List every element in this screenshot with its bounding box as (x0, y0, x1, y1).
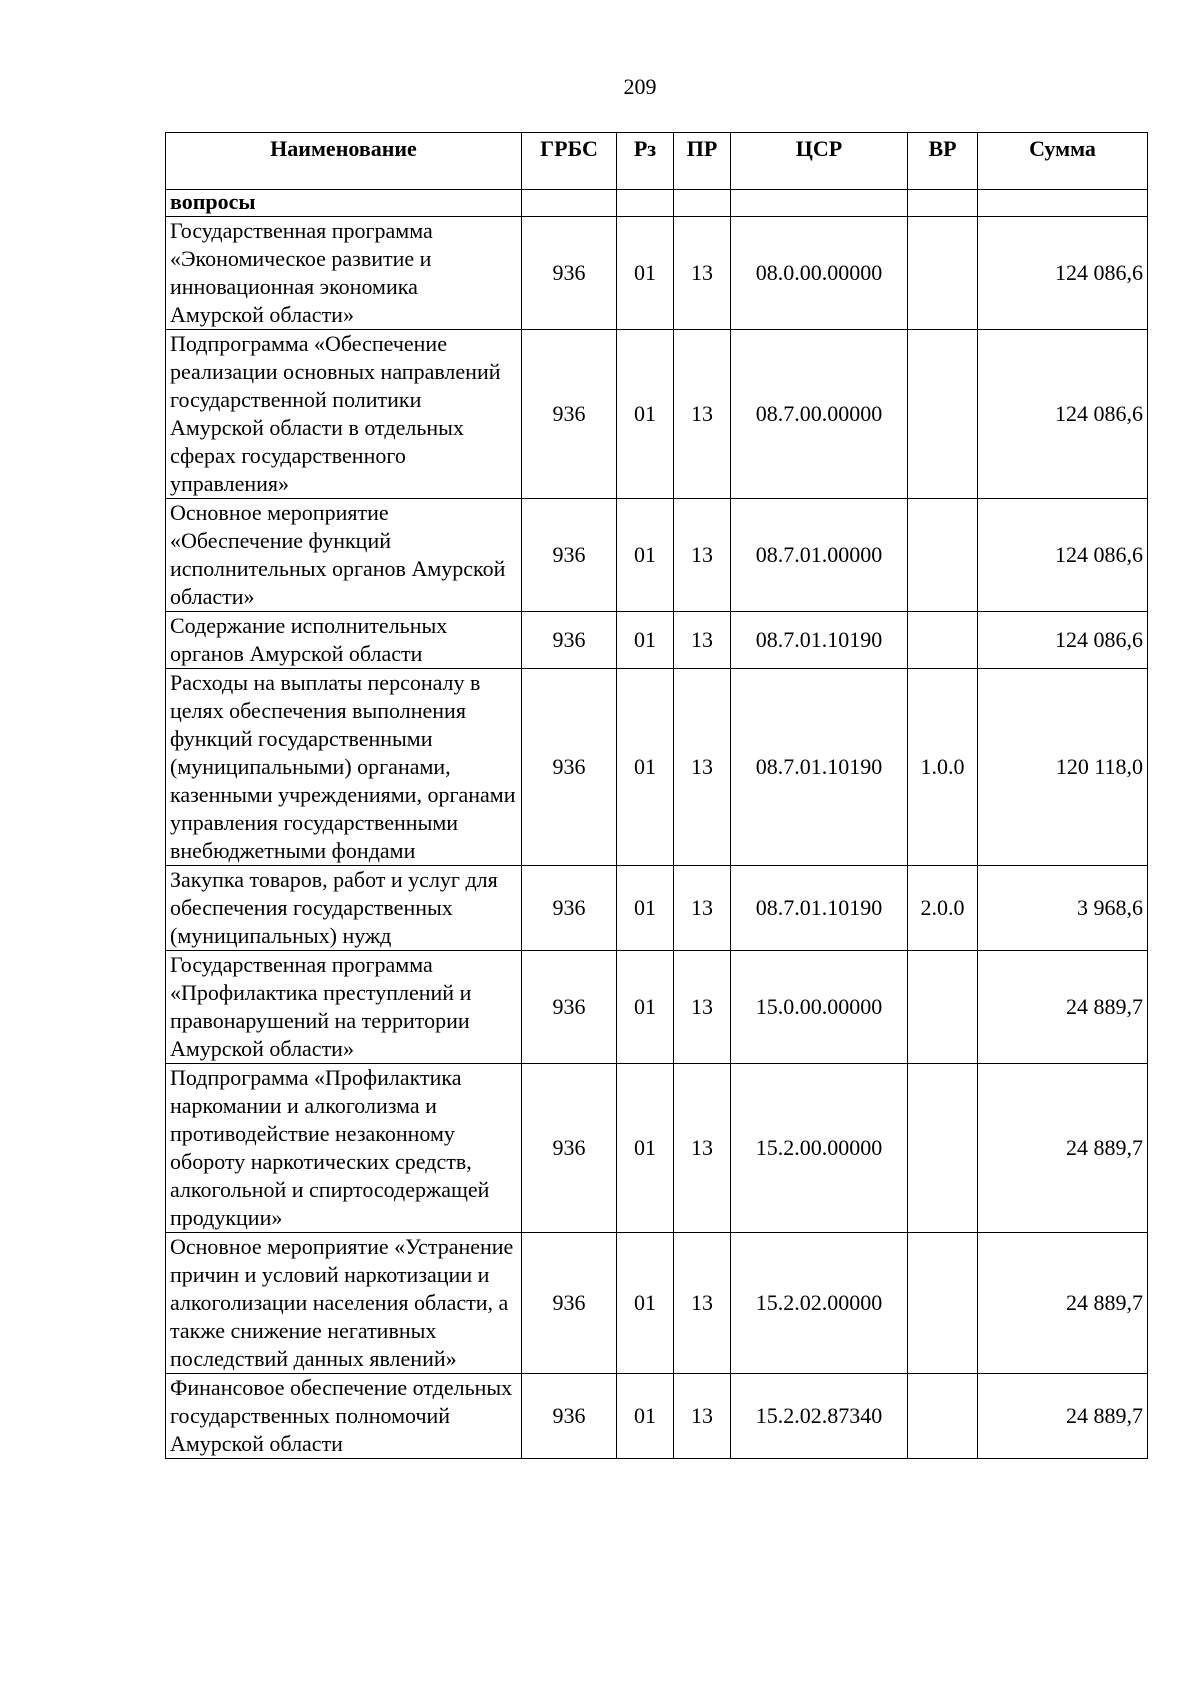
header-pr: ПР (674, 133, 731, 190)
row-rz: 01 (617, 1064, 674, 1233)
row-name: Государственная программа «Профилактика преступлений и правонарушений на территории Амурской области» (166, 951, 522, 1064)
row-vr: 1.0.0 (908, 669, 978, 866)
row-sum: 120 118,0 (978, 669, 1148, 866)
row-csr: 08.0.00.00000 (731, 217, 908, 330)
header-grbs: ГРБС (522, 133, 617, 190)
row-vr (908, 217, 978, 330)
row-csr: 08.7.01.10190 (731, 612, 908, 669)
continuation-row (166, 190, 1148, 217)
table-header-row (166, 133, 1148, 190)
row-grbs: 936 (522, 951, 617, 1064)
row-vr (908, 1374, 978, 1459)
row-rz: 01 (617, 330, 674, 499)
header-csr: ЦСР (731, 133, 908, 190)
row-rz: 01 (617, 217, 674, 330)
continuation-label: вопросы (166, 190, 522, 217)
table-row (166, 499, 1148, 612)
row-name: Подпрограмма «Профилактика наркомании и алкоголизма и противодействие незаконному обороту наркотических средств, алкогольной и спиртосодержащей продукции» (166, 1064, 522, 1233)
row-pr: 13 (674, 499, 731, 612)
row-csr: 15.2.00.00000 (731, 1064, 908, 1233)
row-pr: 13 (674, 330, 731, 499)
table-row (166, 669, 1148, 866)
row-grbs: 936 (522, 499, 617, 612)
header-vr: ВР (908, 133, 978, 190)
table-row (166, 1374, 1148, 1459)
row-pr: 13 (674, 1064, 731, 1233)
empty-cell (674, 190, 731, 217)
row-name: Основное мероприятие «Обеспечение функций исполнительных органов Амурской области» (166, 499, 522, 612)
empty-cell (978, 190, 1148, 217)
row-name: Финансовое обеспечение отдельных государственных полномочий Амурской области (166, 1374, 522, 1459)
row-csr: 15.2.02.00000 (731, 1233, 908, 1374)
row-csr: 15.2.02.87340 (731, 1374, 908, 1459)
row-sum: 3 968,6 (978, 866, 1148, 951)
budget-table (165, 132, 1148, 1459)
header-name: Наименование (166, 133, 522, 190)
row-grbs: 936 (522, 1233, 617, 1374)
row-name: Государственная программа «Экономическое развитие и инновационная экономика Амурской области» (166, 217, 522, 330)
table-row (166, 330, 1148, 499)
header-rz: Рз (617, 133, 674, 190)
row-name: Подпрограмма «Обеспечение реализации основных направлений государственной политики Амурской области в отдельных сферах государственного управления» (166, 330, 522, 499)
page-number: 209 (623, 74, 657, 99)
row-csr: 08.7.01.10190 (731, 669, 908, 866)
empty-cell (731, 190, 908, 217)
empty-cell (908, 190, 978, 217)
table-row (166, 612, 1148, 669)
row-rz: 01 (617, 669, 674, 866)
row-name: Расходы на выплаты персоналу в целях обеспечения выполнения функций государственными (муниципальными) органами, казенными учреждениями, органами управления государственными внебюджетными фондами (166, 669, 522, 866)
row-grbs: 936 (522, 612, 617, 669)
row-csr: 15.0.00.00000 (731, 951, 908, 1064)
row-sum: 124 086,6 (978, 612, 1148, 669)
row-pr: 13 (674, 669, 731, 866)
row-pr: 13 (674, 866, 731, 951)
row-grbs: 936 (522, 217, 617, 330)
row-grbs: 936 (522, 866, 617, 951)
row-sum: 24 889,7 (978, 1233, 1148, 1374)
row-rz: 01 (617, 866, 674, 951)
row-csr: 08.7.01.10190 (731, 866, 908, 951)
row-pr: 13 (674, 1233, 731, 1374)
row-grbs: 936 (522, 1374, 617, 1459)
row-pr: 13 (674, 217, 731, 330)
row-csr: 08.7.01.00000 (731, 499, 908, 612)
row-name: Закупка товаров, работ и услуг для обеспечения государственных (муниципальных) нужд (166, 866, 522, 951)
row-pr: 13 (674, 1374, 731, 1459)
row-sum: 124 086,6 (978, 330, 1148, 499)
empty-cell (522, 190, 617, 217)
header-sum: Сумма (978, 133, 1148, 190)
row-vr (908, 330, 978, 499)
row-rz: 01 (617, 1374, 674, 1459)
table-row (166, 217, 1148, 330)
empty-cell (617, 190, 674, 217)
row-csr: 08.7.00.00000 (731, 330, 908, 499)
row-rz: 01 (617, 612, 674, 669)
row-vr: 2.0.0 (908, 866, 978, 951)
row-vr (908, 1233, 978, 1374)
row-grbs: 936 (522, 330, 617, 499)
row-name: Основное мероприятие «Устранение причин и условий наркотизации и алкоголизации населения области, а также снижение негативных последствий данных явлений» (166, 1233, 522, 1374)
row-sum: 24 889,7 (978, 1374, 1148, 1459)
row-name: Содержание исполнительных органов Амурской области (166, 612, 522, 669)
row-vr (908, 951, 978, 1064)
row-rz: 01 (617, 951, 674, 1064)
row-rz: 01 (617, 499, 674, 612)
row-sum: 124 086,6 (978, 217, 1148, 330)
row-grbs: 936 (522, 669, 617, 866)
row-pr: 13 (674, 612, 731, 669)
table-row (166, 866, 1148, 951)
table-row (166, 1233, 1148, 1374)
row-grbs: 936 (522, 1064, 617, 1233)
row-vr (908, 1064, 978, 1233)
row-sum: 24 889,7 (978, 1064, 1148, 1233)
row-sum: 124 086,6 (978, 499, 1148, 612)
row-rz: 01 (617, 1233, 674, 1374)
table-row (166, 1064, 1148, 1233)
row-sum: 24 889,7 (978, 951, 1148, 1064)
row-vr (908, 612, 978, 669)
row-pr: 13 (674, 951, 731, 1064)
row-vr (908, 499, 978, 612)
table-row (166, 951, 1148, 1064)
